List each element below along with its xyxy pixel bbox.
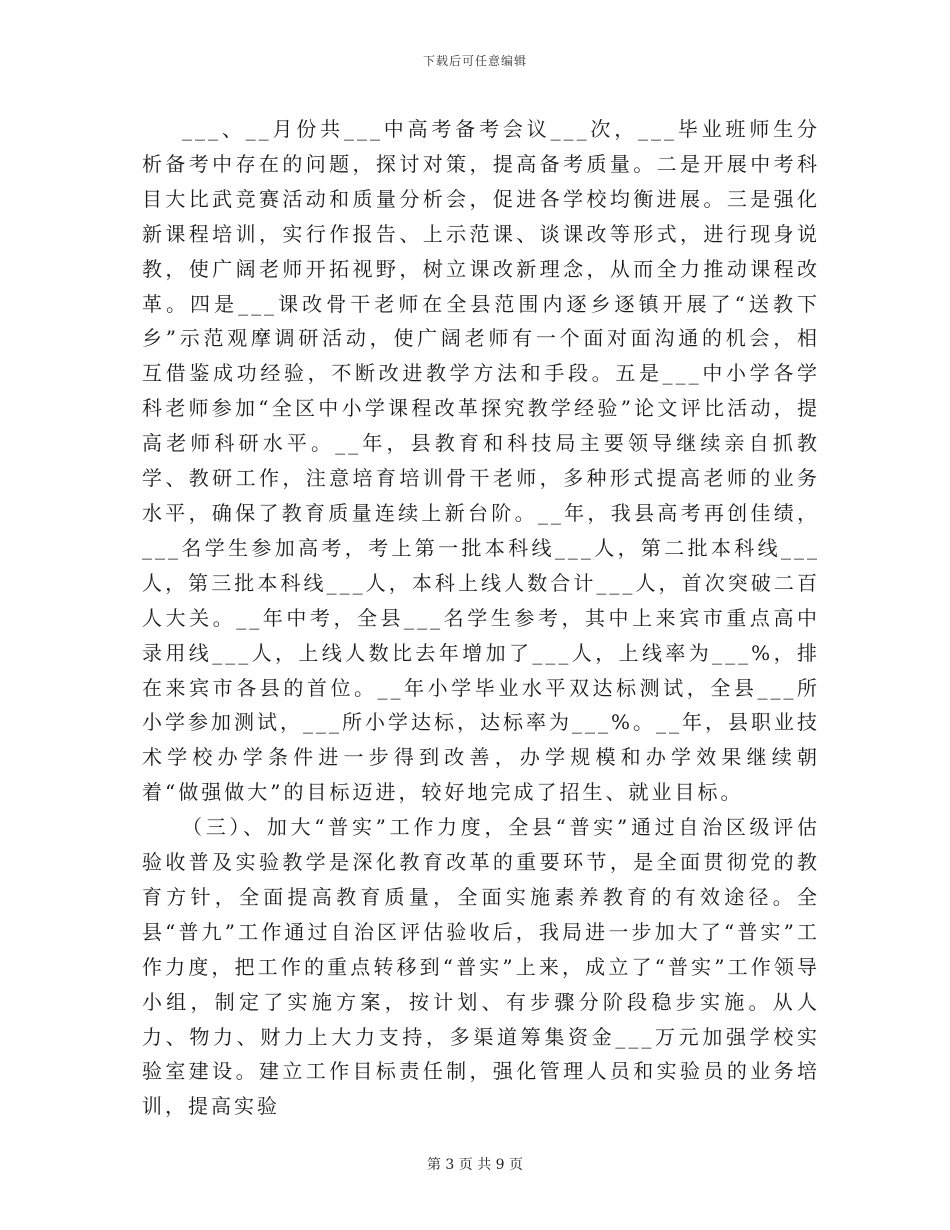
body-paragraph: （三）、加大“普实”工作力度，全县“普实”通过自治区级评估验收普及实验教学是深化教育改革的重要环节，是全面贯彻党的教育方针，全面提高教育质量，全面实施素养教育的有效途径。全县“普九”工作通过自治区评估验收后，我局进一步加大了“普实”工作力度，把工作的重点转移到“普实”上来，成立了“普实”工作领导小组，制定了实施方案，按计划、有步骤分阶段稳步实施。从人力、物力、财力上大力支持，多渠道筹集资金___万元加强学校实验室建设。建立工作目标责任制，强化管理人员和实验员的业务培训，提高实验 (142, 815, 820, 1119)
page-header-note: 下载后可任意编辑 (422, 54, 527, 68)
document-body (142, 112, 820, 1124)
body-paragraph: ___、__月份共___中高考备考会议___次，___毕业班师生分析备考中存在的问题，探讨对策，提高备考质量。二是开展中考科目大比武竞赛活动和质量分析会，促进各学校均衡进展。三是强化新课程培训，实行作报告、上示范课、谈课改等形式，进行现身说教，使广阔老师开拓视野，树立课改新理念，从而全力推动课程改革。四是___课改骨干老师在全县范围内逐乡逐镇开展了“送教下乡”示范观摩调研活动，使广阔老师有一个面对面沟通的机会，相互借鉴成功经验，不断改进教学方法和手段。五是___中小学各学科老师参加“全区中小学课程改革探究教学经验”论文评比活动，提高老师科研水平。__年，县教育和科技局主要领导继续亲自抓教学、教研工作，注意培育培训骨干老师，多种形式提高老师的业务水平，确保了教育质量连续上新台阶。__年，我县高考再创佳绩，___名学生参加高考，考上第一批本科线___人，第二批本科线___人，第三批本科线___人，本科上线人数合计___人，首次突破二百人大关。__年中考，全县___名学生参考，其中上来宾市重点高中录用线___人，上线人数比去年增加了___人，上线率为___%，排在来宾市各县的首位。__年小学毕业水平双达标测试，全县___所小学参加测试，___所小学达标，达标率为___%。__年，县职业技术学校办学条件进一步得到改善，办学规模和办学效果继续朝着“做强做大”的目标迈进，较好地完成了招生、就业目标。 (142, 117, 821, 805)
page-number-footer: 第 3 页 共 9 页 (426, 1157, 524, 1173)
